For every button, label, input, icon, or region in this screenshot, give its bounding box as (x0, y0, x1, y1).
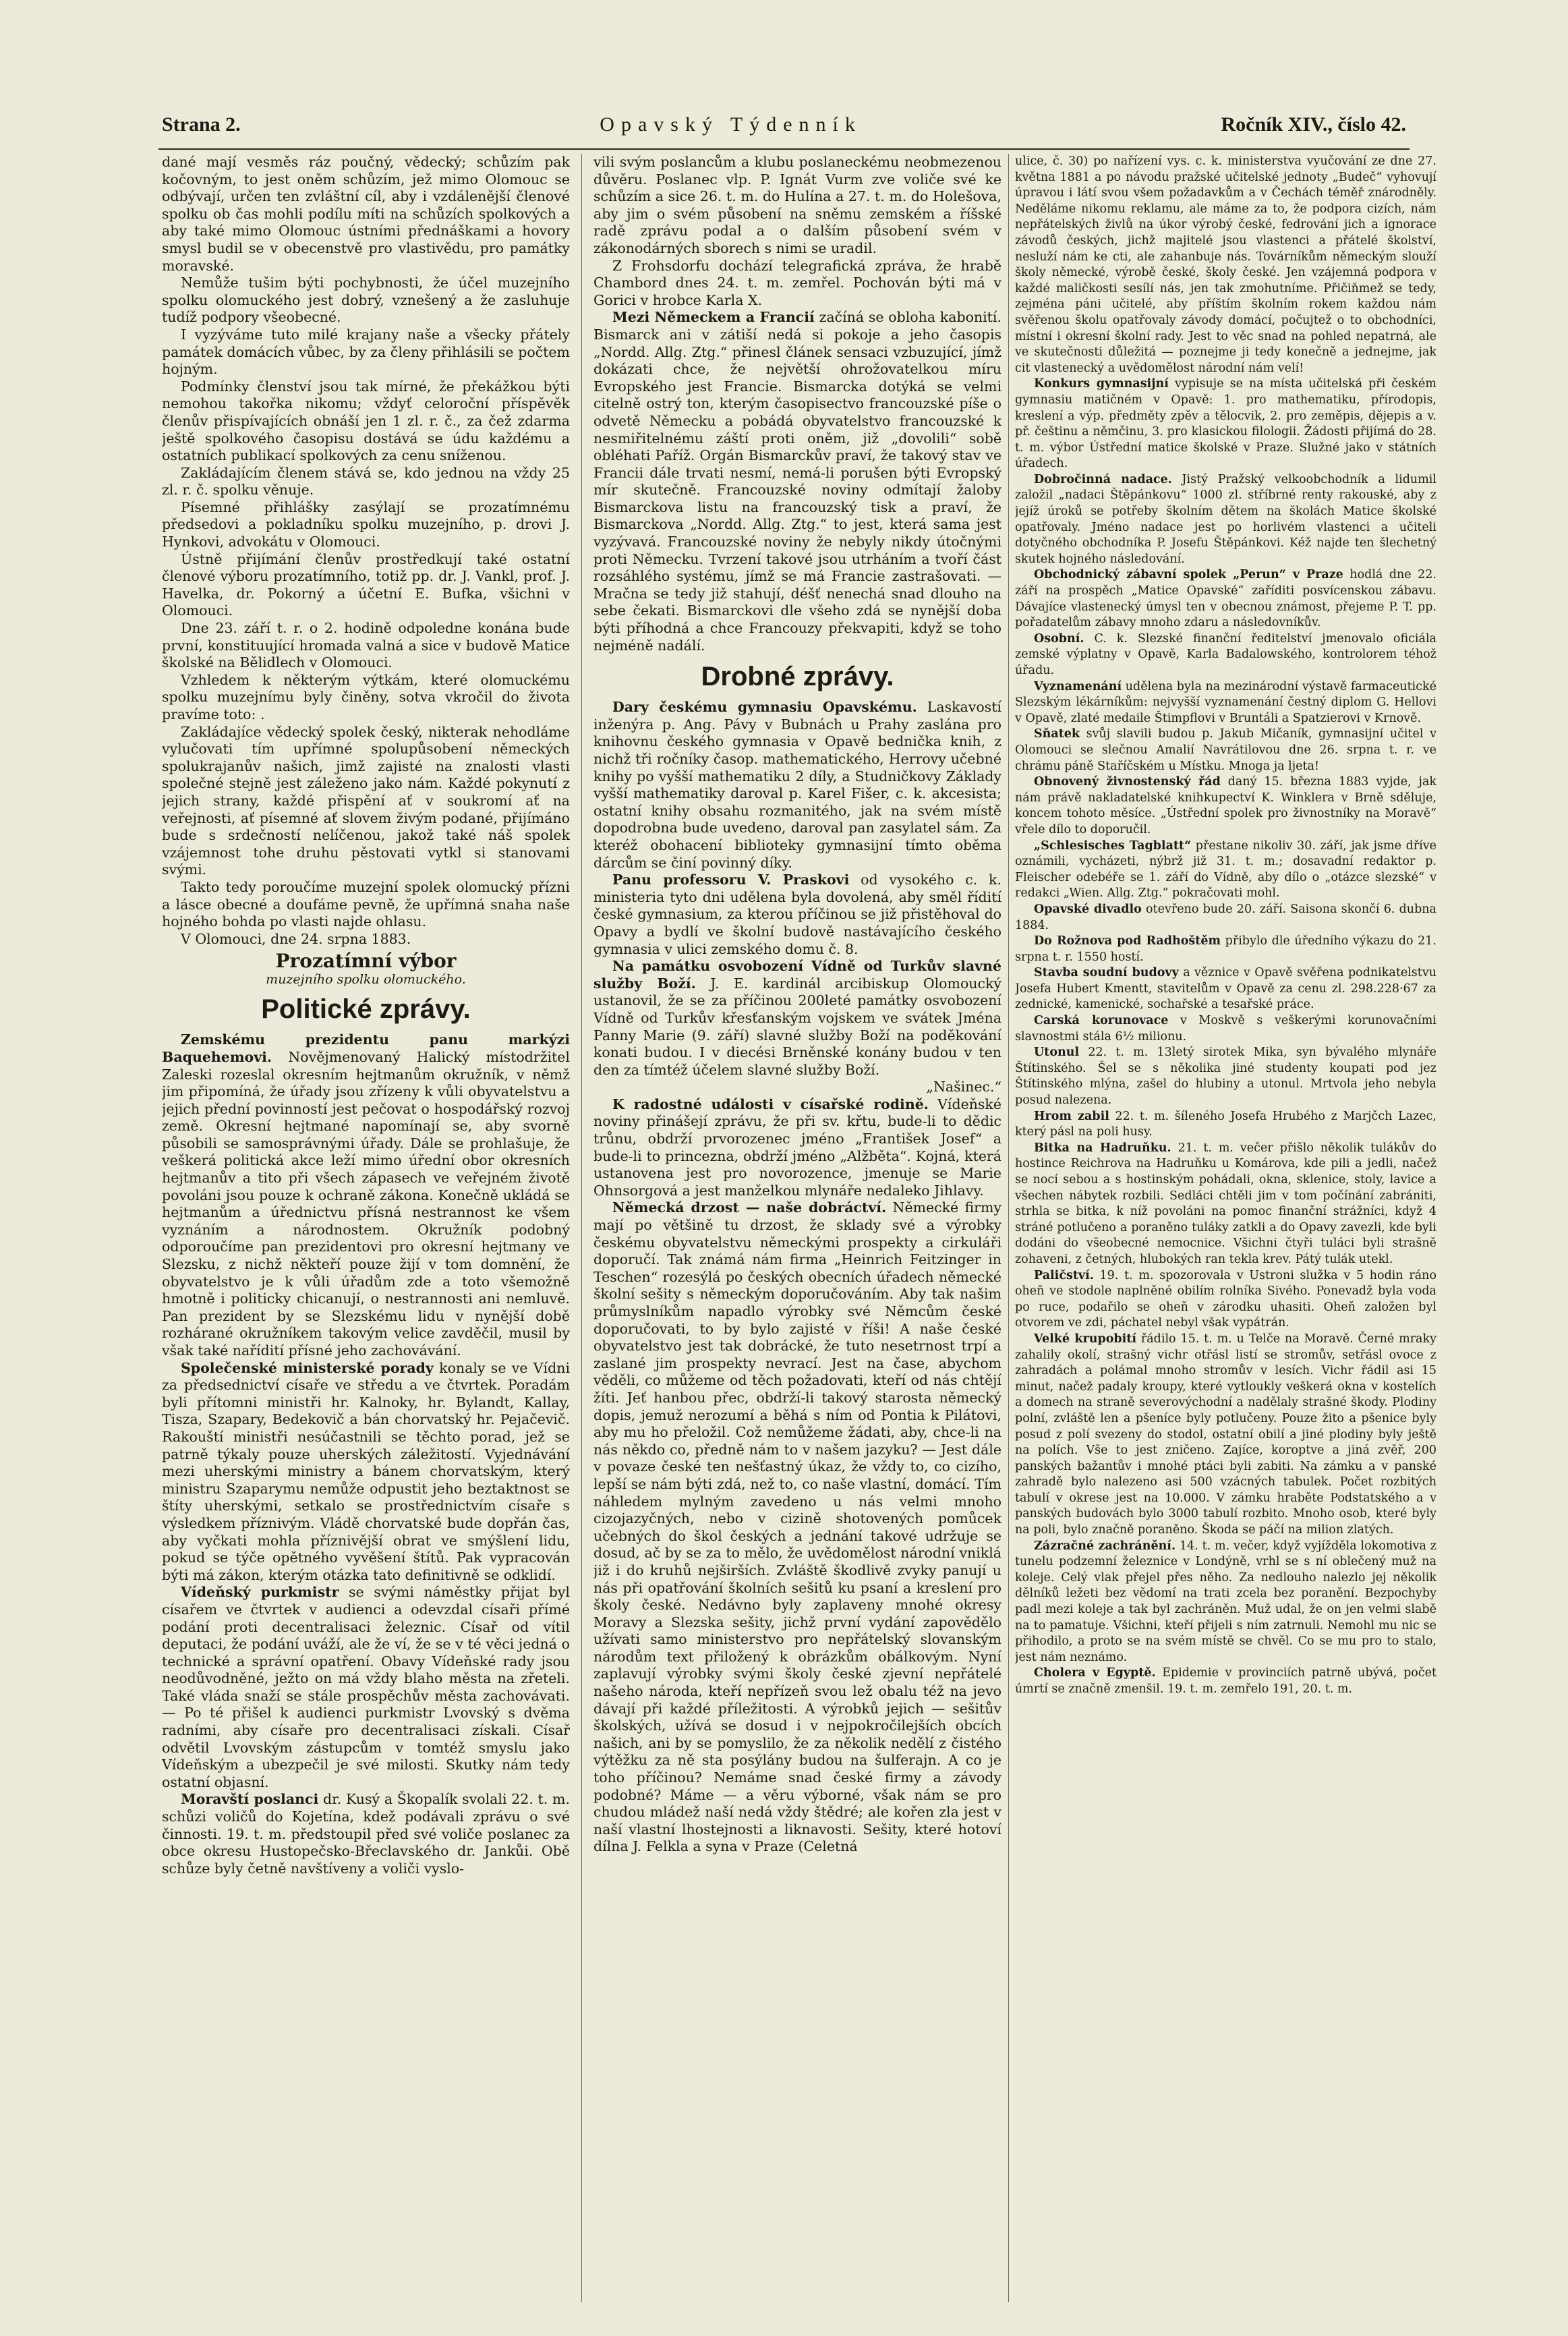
article-heading: Osobní. (1034, 631, 1084, 646)
article (593, 1096, 1001, 1200)
article (1015, 567, 1436, 631)
article-heading: Mezi Německem a Francií (612, 309, 815, 326)
paragraph: Z Frohsdorfu dochází telegrafická zpráva, že hrabě Chambord dnes 24. t. m. zemřel. Pochován býti má v Gorici v hrobce Karla X. (593, 257, 1001, 308)
article-text: přestane nikoliv 30. září, jak jsme dříve oznámili, vycházeti, nýbrž již 31. t. m.; dosavadní redaktor p. Fleischer odebéře se 1. září do Vídně, aby dílo o „otázce slezské“ v redakci „Wien. Allg. Ztg.“ pokračovati mohl. (1015, 838, 1436, 901)
article-source: „Našinec.“ (926, 1079, 1001, 1095)
article-text: J. E. kardinál arcibiskup Olomoucký ustanovil, že se za příčinou 200leté památky osvobození Vídně od Turkův křesťanským vojskem ve svátek Jména Panny Marie (9. září) slavné služby Boží na poděkování konati budou. I v diecési Brněnské konány budou v ten den za tímtéž účelem slavné služby Boží. (593, 975, 1001, 1078)
signature-subtitle: muzejního spolku olomuckého. (266, 972, 466, 988)
article-text: se svými náměstky přijat byl císařem ve čtvrtek v audienci a odevzdal císaři přímé podání proti decentralisaci železnic. Císař od vítil deputaci, že podání uváží, ale že ví, že se v té věci jedná o technické a správní opatření. Obavy Vídeňské rady jsou neodůvodněné, ježto on má vždy blaho města na zřeteli. Také vláda snaží se stále prospěchův města zachovávati. — Po té přišel k audienci purkmistr Lvovský s dvěma radními, aby císaře pro decentralisaci získali. Císař odvětil Lvovským zástupcům v tomtéž smyslu jako Vídeňským a ubezpečil je své milosti. Skutky nám tedy ostatní objasní. (162, 1584, 570, 1790)
article-text: dr. Kusý a Škopalík svolali 22. t. m. schůzi voličů do Kojetína, kdež podávali zprávu o své činnosti. 19. t. m. předstoupil před své voliče poslanec za obce okresu Hustopečsko-Břeclavského dr. Jankůi. Obě schůze byly četně navštíveny a voliči vyslo- (162, 1791, 570, 1877)
article-heading: Cholera v Egyptě. (1034, 1666, 1156, 1680)
article-text: hodlá dne 22. září na prospěch „Matice Opavské“ zaříditi posvícenskou zábavu. Dávajíce vlastenecký úmysl ten v obecnou známost, přejeme P. T. pp. pořadatelům zábavy mnoho zdaru a následovníkův. (1015, 568, 1436, 630)
article-heading: Obnovený živnostenský řád (1034, 775, 1221, 789)
article-heading: „Schlesisches Tagblatt“ (1034, 838, 1192, 853)
article (1015, 631, 1436, 679)
article (1015, 902, 1436, 934)
article-text: otevřeno bude 20. září. Saisona skončí 6. dubna 1884. (1015, 902, 1436, 932)
article-heading: Obchodnický zábavní spolek „Perun“ v Praze (1034, 568, 1343, 582)
header-rule (158, 148, 1410, 150)
article-text: Německé firmy mají po většině tu drzost, že sklady své a výrobky českému obyvatelstvu německými prospekty a cirkuláři doporučí. Tak známá nám firma „Heinrich Feitzinger in Teschen“ rozesýlá po českých obecních úřadech německé školní sešity s německým doporučováním. Aby tak našim průmyslníkům napadlo výrobky své Němcům české doporučovati, to by bylo zajisté v říši! A naše české obyvatelstvo jest tak dobrácké, že tuto nesetrnost trpí a zaslané jim prospekty nevrací. Jest na čase, abychom věděli, co můžeme od těch požadovati, kteří od nás chtějí žíti. Jeť hanbou přec, obdrží-li takový starosta německý dopis, jemuž nerozumí a běhá s ním od Pontia k Pilátovi, aby mu ho přeložil. Což nemůžeme žádati, aby, chce-li na nás někdo co, předně nám to v našem jazyku? — Jest dále v povaze české ten nešťastný úkaz, že vždy to, co cizího, lepší se nám býti zdá, než to, co naše vlastní, domácí. Tím náhledem mylným zavedeno u nás velmi mnoho cizojazyčných, nebo v cizině shotovených pomůcek učebných do škol českých a jednání takové udržuje se dosud, ač by se za to mělo, že uvědomělost národní vniklá již i do kruhů nejširších. Zvláště škodlivě zvyky panují u nás při opatřování školních sešitů ku psaní a kreslení pro školy české. Nedávno byly zaplaveny mnohé okresy Moravy a Slezska sešity, jichž první vydání zapovědělo užívati samo ministerstvo pro nepřátelský slovanským národům text přiložený k obrázkům obálkovým. Nyní zaplavují výrobky svými školy české zjevní nepřátelé našeho národa, kteří nepřízeň svou lež obalu též na jevo dávají při každé příležitosti. A výrobků jejich — sešitův školských, užívá se dosud i v nejpokročilejších obcích našich, ani by se pomyslilo, že za několik nedělí z čistého výtěžku za ně sta posýlány budou na šulferajn. A co je toho příčinou? Nemáme snad české firmy a závody podobné? Máme — a věru výborné, však nám se pro chudou mládež naší nedá vždy štědré; ale kořen zla jest v naší vlastní lhostejnosti a liknavosti. Sešity, které hotoví dílna J. Felkla a syna v Praze (Celetná (593, 1199, 1001, 1855)
article (162, 1791, 570, 1877)
article-text: přibylo dle úředního výkazu do 21. srpna t. r. 1550 hostí. (1015, 934, 1436, 964)
article-text: a věznice v Opavě svěřena podnikatelstvu Josefa Hubert Kmentt, stavitelům v Opavě za cenu zl. 298.228·67 za zednické, kamenické, sochařské a tesařské práce. (1015, 966, 1436, 1012)
column-divider (581, 154, 582, 2302)
article-heading: Konkurs gymnasijní (1034, 377, 1169, 391)
paragraph: Takto tedy poroučíme muzejní spolek olomucký přízni a lásce obecné a doufáme pevně, že upřímná snaha naše hojného bohda po vlasti najde ohlasu. (162, 878, 570, 930)
article (1015, 838, 1436, 902)
article (593, 1199, 1001, 1856)
paragraph: Vzhledem k některým výtkám, které olomuckému spolku muzejnímu byly činěny, sotva vkročil do života pravíme toto: . (162, 671, 570, 722)
article (1015, 1268, 1436, 1332)
article-heading: Moravští poslanci (181, 1791, 319, 1808)
article-text: 22. t. m. 13letý sirotek Mika, syn bývalého mlynáře Štítinského. Šel se s několika jiné studenty koupati pod jez Štítinského mlýna, zašel do hlubiny a utonul. Mrtvola jeho nebyla posud nalezena. (1015, 1046, 1436, 1108)
article-heading: Stavba soudní budovy (1034, 966, 1179, 980)
article (1015, 965, 1436, 1013)
article-text: začíná se obloha kabonití. Bismarck ani v zátiší nedá si pokoje a jeho časopis „Nordd. Allg. Ztg.“ přinesl článek sensaci vzbuzující, jímž dokázati chce, že největší ohrožovatelkou míru Evropského jest Francie. Bismarcka dotýká se velmi citelně ostrý ton, kterým časopisectvo francouzské píše o odvetě Německu a pobádá obyvatelstvo francouzské k nesmiřitelnému záští proti oněm, již „dovolili“ sobě obléhati Paříž. Orgán Bismarckův praví, že takový stav ve Francii dále trvati nesmí, nemá-li porušen býti Evropský mír skutečně. Francouzské noviny odmítají žaloby Bismarckova listu na francouzský tisk a praví, že Bismarckova „Nordd. Allg. Ztg.“ to jest, která sama jest vyzývavá. Francouzské noviny že nebyly nikdy útočnými proti Německu. Tvrzení takové jsou utrháním a tvoří část rozsáhlého systému, jímž se má Francie zastrašovati. — Mračna se tedy již stahují, déšť nenechá snad dlouho na sebe čekati. Bismarckovi dle všeho zdá se nynější doba býti příhodná a chce Francouzy překvapiti, když se toho nejméně nadálí. (593, 309, 1001, 654)
article-heading: Dary českému gymnasiu Opavskému. (612, 699, 917, 716)
article (1015, 1013, 1436, 1045)
article (1015, 472, 1436, 568)
article-text: svůj slavili budou p. Jakub Mičaník, gymnasijní učitel v Olomouci se slečnou Amalií Navrátilovou dne 26. srpna t. r. ve chrámu páně Staříčském u Místku. Mnoga ja ljeta! (1015, 727, 1436, 773)
article-text: udělena byla na mezinárodní výstavě farmaceutické Slezským lékárníkům: nejvyšší vyznamenání čestný diplom G. Hellovi v Opavě, zlaté medaile Štimpflovi v Bruntáli a Spatzierovi v Krnově. (1015, 679, 1436, 725)
article-heading: Utonul (1034, 1046, 1080, 1060)
paragraph: ulice, č. 30) po nařízení vys. c. k. ministerstva vyučování ze dne 27. května 1881 a po návodu pražské učitelské jednoty „Budeč“ vyhovují úpravou i látí svou všem požadavkům a v Čechách téměř znárodněly. Nedělámе nikomu reklamu, ale máme za to, že podpora cizích, nám nepřátelských živlů na úkor výrobý české, fedrování jich a ignorace závodů českých, jichž majitelé jsou vlastenci a přátelé školství, nesluží nám ke cti, ale zahanbuje nás. Továrníkům německým slouží školy německé, výrobě české, školy české. Jen vzájemná podpora v každé maličkosti sesílí nás, jen tak zmohutníme. Přičiňmež se tedy, zejména páni učitelé, aby příštím školním rokem každou nám svěřenou školu opatřovaly závody domácí, počujtež o to obchodníci, místní i okresní školní rady. Jest to věc snad na pohled nepatrná, ale ve skutečnosti důležitá — poznejme ji tedy konečně a jednejme, jak cit vlastenecký a uvědomělost národní nám velí! (1015, 154, 1436, 375)
issue-number: Ročník XIV., číslo 42. (1221, 113, 1406, 136)
article-text: konaly se ve Vídni za předsednictví císaře ve středu a ve čtvrtek. Poradám byli přítomni ministři hr. Kalnoky, hr. Bylandt, Kallay, Tisza, Szapary, Bedekovič a bán chorvatský hr. Pejačevič. Rakouští ministři nesúčastnili se těchto porad, jež se patrně týkaly pouze uherských záležitostí. Vyjednávání mezi uherskými ministry a bánem chorvatským, který ministru Szaparymu nemůže odpustit jeho beztaktnost se štíty uherskými, setkalo se prostřednictvím císaře s výsledkem příznivým. Vládě chorvatské bude dopřán čas, aby vyčkati mohla příznivější obrat ve smýšlení lidu, pokud se týče opětného vyvěšení štítů. Pak vypracován býti má zákon, kterým otázka tato definitivně se odklidí. (162, 1359, 570, 1583)
paragraph: vili svým poslancům a klubu poslaneckému neobmezenou důvěru. Poslanec vlp. P. Ignát Vurm zve voliče své ke schůzím a sice 26. t. m. do Hulína a 27. t. m. do Holešova, aby jim o svém působení na sněmu zemském a říšské radě zprávu podal a o dalším působení svém v zákonodárných sborech s nimi se uradil. (593, 154, 1001, 256)
article-text: od vysokého c. k. ministeria tyto dni udělena byla dovolená, aby směl řídití české gymnasium, za kterou příčinou se již přistěhoval do Opavy a bydlí ve školní budově nastávajícího českého gymnasia v ulici zemského domu č. 8. (593, 872, 1001, 957)
article (1015, 1539, 1436, 1666)
article (1015, 1109, 1436, 1141)
article-heading: Paličství. (1034, 1268, 1094, 1282)
masthead-title: Opavský Týdenník (600, 113, 862, 136)
article-text: daný 15. března 1883 vyjde, jak nám právě nakladatelské knihkupectví K. Winklera v Brně sděluje, koncem tohoto měsíce. „Ústřední spolek pro živnostníky na Moravě“ vřele dílo to doporučil. (1015, 775, 1436, 836)
article (1015, 376, 1436, 472)
article (1015, 679, 1436, 727)
article (1015, 1332, 1436, 1539)
paragraph: I vyzýváme tuto milé krajany naše a všecky přátely památek domácích vůbec, by za členy přihlásili se počtem hojným. (162, 326, 570, 378)
article-heading: Zázračné zachránění. (1034, 1539, 1176, 1553)
article (1015, 1045, 1436, 1108)
article-heading: Vídeňský purkmistr (181, 1584, 339, 1601)
section-heading: Drobné zprávy. (701, 662, 894, 692)
article-text: Laskavostí inženýra p. Ang. Pávy v Bubnách u Prahy zaslána pro knihovnu českého gymnasia v Opavě bednička knih, z nichž tři ročníky časop. mathematického, Herrovy učebné knihy po vyšší mathematiku 2 díly, a Studničkovy Základy vyšší mathematiky daroval p. Karel Fišer, c. k. akcesista; ostatní knihy obsahu rozmanitého, jak na svém místě dopodrobna bude uvedeno, daroval pan zasylatel sám. Za kteréž obohacení biblioteky gymnasijní tímto oběma dárcům se činí povinný díky. (593, 699, 1001, 871)
article-text: Novějmenovaný Halický místodržitel Zaleski rozeslal okresním hejtmanům okružník, v němž jim připomíná, že úřady jsou zřízeny k vůli obyvatelstvu a jejich přední povinností jest pečovat o hospodářský rozvoj země. Okresní hejtmané napomínají se, aby svorně působili se samosprávnými úřady. Dále se prohlašuje, že veškerá politická akce leží mimo úřední obor okresních hejtmanův a tito při všech zápasech ve veřejném životě povoláni jsou pouze k ochraně zákona. Konečně ukládá se hejtmanům a úřednictvu přísná nestrannost ke všem vyznáním a národnostem. Okružník podobný odporoučíme pan prezidentovi pro okresní hejtmany ve Slezsku, z nichž někteří pouze žijí v tom domnění, že obyvatelstvo je k vůli úřadům zde a toto všemožně hmotně i politicky chicanují, o nestrannosti ani nemluvě. Pan prezident by se Slezskému lidu v nynější době rozhárané okružníkem takovým velice zavděčil, musil by však také nařídití přísné jeho zachovávání. (162, 1048, 570, 1359)
paragraph: Ústně přijímání členův prostředkují také ostatní členové výboru prozatímního, totiž pp. dr. J. Vankl, prof. J. Havelka, dr. Pokorný a účetní E. Bufka, všichni v Olomouci. (162, 550, 570, 619)
article (1015, 934, 1436, 965)
article-text: vypisuje se na místa učitelská při českém gymnasiu matičném v Opavě: 1. pro mathematiku, přírodopis, kreslení a výp. předměty zpěv a tělocvik, 2. pro zeměpis, dějepis a v. př. češtinu a němčinu, 3. pro klasickou filologii. Žádosti přijímá do 28. t. m. výbor Ústřední matice školské v Praze. Služné jako v státních úřadech. (1015, 377, 1436, 471)
article-text: 22. t. m. šíleného Josefa Hrubého z Marjčch Lazec, který pásl na poli husy. (1015, 1109, 1436, 1139)
column-1 (162, 154, 570, 2316)
article-text: v Moskvě s veškerými korunovačními slavnostmi stála 6½ milionu. (1015, 1014, 1436, 1044)
paragraph: Zakládajíce vědecký spolek český, nikterak nehodláme vylučovati tím upřímné spolupůsobení německých spolukrajanův našich, jimž zajisté na znalosti vlasti společné stejně jest záleženo jako nám. Každé pokynutí z jejich strany, každé přispění ať v soukromí ať na veřejnosti, ať písemné ať slovem živým podané, přijímáno bude s srdečností nelíčenou, jakož také náš spolek vzájemnost tohe druhu pěstovati vytkl si stanovami svými. (162, 723, 570, 878)
article-heading: Společenské ministerské porady (181, 1359, 434, 1376)
dateline: V Olomouci, dne 24. srpna 1883. (181, 930, 411, 947)
article-text: Jistý Pražský velkoobchodník a lidumil založil „nadaci Štěpánkovu“ 1000 zl. stříbrné renty rakouské, aby z jejíž úroků se potřeby školním dětem na školách Matice školské opatřovaly. Jméno nadace jest po horlivém vlastenci a učiteli dotyčného obchodníka P. Josefu Štěpánkovi. Kéž najde ten šlechetný skutek hojného následování. (1015, 472, 1436, 566)
paragraph: dané mají vesměs ráz poučný, vědecký; schůzím pak kočovným, to jest oněm schůzím, jež mimo Olomouc se odbývají, určen ten zvláštní cíl, aby i vzdálenější členové spolku ob čas mohli podílu míti na schůzích spolkových a aby také mimo Olomouc ústními přednáškami a hovory smysl budil se v obecenstvě pro vlastivědu, pro památky moravské. (162, 154, 570, 274)
article (162, 1031, 570, 1359)
article-heading: Sňatek (1034, 727, 1080, 741)
article (1015, 1665, 1436, 1697)
paragraph: Nemůže tušim býti pochybnosti, že účel muzejního spolku olomuckého jest dobrý, vznešený a že zasluhuje tudíž podpory všeobecné. (162, 275, 570, 326)
article (1015, 774, 1436, 838)
article-heading: Vyznamenání (1034, 679, 1122, 693)
article-text: Epidemie v provinciích patrně ubývá, počet úmrtí se značně zmenšil. 19. t. m. zemřelo 191, 20. t. m. (1015, 1666, 1436, 1696)
paragraph: Dne 23. září t. r. o 2. hodině odpoledne konána bude první, konstituující hromada valná a sice v budově Matice školské na Bělidlech v Olomouci. (162, 620, 570, 671)
column-divider (1008, 154, 1009, 2302)
article-heading: Hrom zabil (1034, 1109, 1109, 1123)
article-heading: K radostné události v císařské rodině. (612, 1095, 929, 1112)
article (593, 699, 1001, 872)
article (162, 1360, 570, 1585)
column-2 (593, 154, 1001, 2316)
article-text: řádilo 15. t. m. u Telče na Moravě. Černé mraky zahalily okolí, strašný vichr otřásl listí se stromův, setřásl ovoce z zahradách a polámal mnoho stromův v lesích. Vichr řádil asi 15 minut, načež padaly kroupy, které vytloukly veškerá okna v kostelích a domech na straně severovýchodní a nadělaly strašné škody. Plodiny polní, zvláště len a pšeníce byly potlučeny. Pouze žito a pšenice byly posud z polí svezeny do stodol, ostatní obilí a jiné plodiny byly ještě na polích. Vše to jest zničeno. Zajíce, koroptve a jiná zvěř, 200 panských bažantův i mnohé ptáci byli zabiti. Na zámku a v panské zahradě bylo nalezeno asi 500 vzácných tabulek. Počet rozbitých tabulí v okrese jest na 10.000. V zámku hraběte Podstatského a v panských budovách bylo 3000 tabulí rozbito. Mnoho osob, které byly na poli, bylo značně poraněno. Škoda se páčí na milion zlatých. (1015, 1332, 1436, 1537)
page-header (162, 105, 1406, 145)
article (593, 872, 1001, 958)
paragraph: Písemné přihlášky zasýlají se prozatímnému předsedovi a pokladníku spolku muzejního, p. drovi J. Hynkovi, advokátu v Olomouci. (162, 498, 570, 550)
column-3 (1015, 154, 1436, 2316)
paragraph: Zakládajícím členem stává se, kdo jednou na vždy 25 zl. r. č. spolku věnuje. (162, 464, 570, 498)
article (162, 1584, 570, 1791)
signature: Prozatímní výbor (275, 950, 457, 973)
article-heading: Bitka na Hadruňku. (1034, 1141, 1171, 1155)
article-heading: Německá drzost — naše dobráctví. (612, 1199, 887, 1216)
article-text: 21. t. m. večer přišlo několik tulákův do hostince Reichrova na Hadruňku u Komárova, kde pili a jedli, načež se nocí sebou a s hostinským pohádali, okna, sklenice, stoly, lavice a všechen nábytek rozbili. Sedláci chtěli jim v tom počínání zabrániti, strhla se bitka, k níž povoláni na pomoc finanční strážníci, když 4 stráné potlučeno a poraněno tuláky zatkli a do Opavy zavezli, kde byli dodáni do všeobecné nemocnice. Všichni čtyři tuláci byli strašně zohaveni, z četných, hlubokých ran tekla krev. Pátý tulák utekl. (1015, 1141, 1436, 1266)
article-text: Vídeňské noviny přinášejí zprávu, že při sv. křtu, bude-li to dědic trůnu, obdrží prvorozenec jméno „František Josef“ a bude-li to princezna, obdrží jméno „Alžběta“. Kojná, která ustanovena jest pro novorozence, jmenuje se Marie Ohnsorgová a jest manželkou mlynáře nedaleko Jihlavy. (593, 1095, 1001, 1199)
article-text: C. k. Slezské finanční ředitelství jmenovalo oficiála zemské výplatny v Opavě, Karla Badalowského, kontrolorem téhož úřadu. (1015, 631, 1436, 677)
article (593, 958, 1001, 1079)
article (1015, 727, 1436, 774)
article (1015, 1141, 1436, 1268)
article-text: 14. t. m. večer, když vyjížděla lokomotiva z tunelu podzemní železnice v Londýně, vrhl se s ní oblečený muž na koleje. Celý vlak přejel přes něho. Za nedlouho nalezlo jej několik dělníků ležeti bez vědomí na trati zcela bez poranění. Bezpochyby padl mezi koleje a tak byl zachráněn. Muž udal, že on jen velmi slabě na to pamatuje. Všichni, kteří přijeli s ním zatrnuli. Nemohl mu nic se přihodilo, a proto se na svém místě se chvěl. Co se mu pro to stalo, jest nám neznámo. (1015, 1539, 1436, 1664)
article-heading: Na památku osvobození Vídně od Turkův slavné služby Boží. (593, 958, 1001, 992)
article-heading: Carská korunovace (1034, 1014, 1169, 1028)
article (593, 309, 1001, 654)
section-heading: Politické zprávy. (261, 994, 471, 1025)
article-heading: Dobročinná nadace. (1034, 472, 1172, 486)
article-heading: Zemskému prezidentu panu markýzi Baquehemovi. (162, 1031, 570, 1065)
paragraph: Podmínky členství jsou tak mírné, že překážkou býti nemohou takořka nikomu; vždyť celoroční příspěvěk členův přispívajících obnáší jen 1 zl. r. č., za čež zdarma ještě spolkového časopisu dostává se údu každému a ostatních publikací spolkových za cenu sníženou. (162, 378, 570, 464)
article-heading: Opavské divadlo (1034, 902, 1142, 916)
article-heading: Velké krupobití (1034, 1332, 1136, 1346)
article-text: 19. t. m. spozorovala v Ustroni služka v 5 hodin ráno oheň ve stodole naplněné obilím rolníka Sivého. Ponevadž byla voda po ruce, podařilo se oheň v zárodku uhasiti. Oheň založen byl otvorem ve zdi, páchatel nebyl však vypátrán. (1015, 1268, 1436, 1330)
article-heading: Do Rožnova pod Radhoštěm (1034, 934, 1221, 948)
article-heading: Panu professoru V. Praskovi (612, 872, 850, 888)
page-number: Strana 2. (162, 113, 241, 136)
